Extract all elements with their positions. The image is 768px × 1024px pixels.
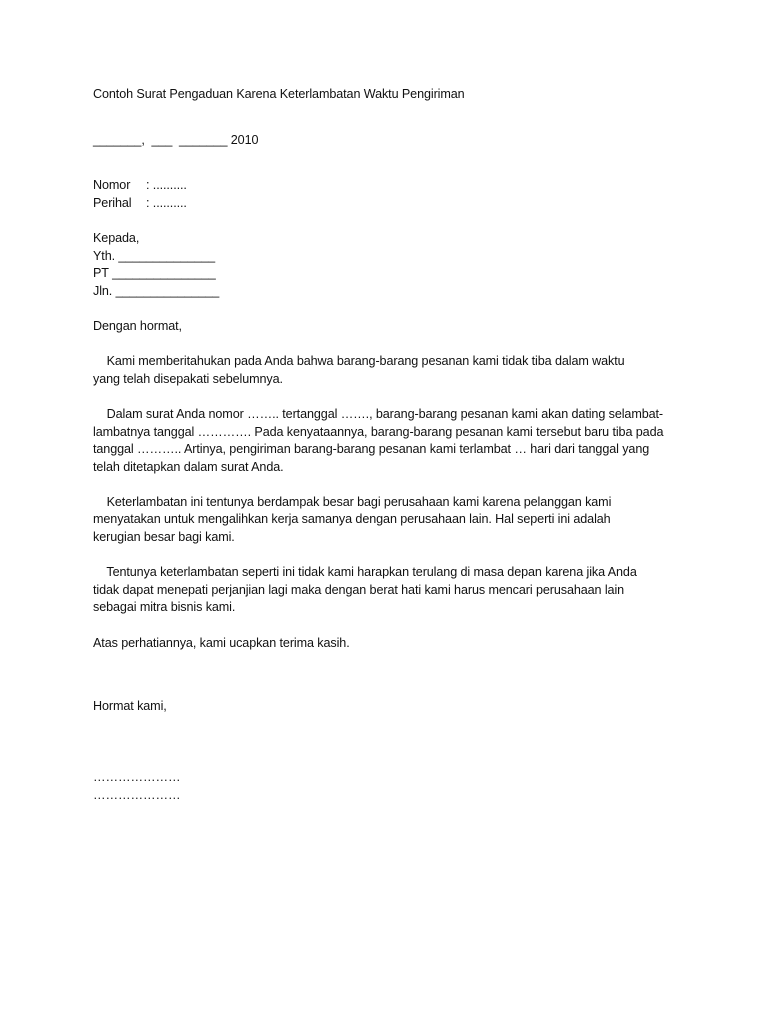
perihal-label: Perihal bbox=[93, 195, 132, 210]
paragraph-1 bbox=[93, 353, 693, 388]
paragraph-line: tanggal ……….. Artinya, pengiriman barang-barang pesanan kami terlambat … hari dari tanggal yang bbox=[93, 442, 650, 457]
signature-name: ………………… bbox=[93, 770, 181, 784]
paragraph-line: sebagai mitra bisnis kami. bbox=[93, 600, 236, 615]
closing-thanks: Atas perhatiannya, kami ucapkan terima kasih. bbox=[93, 635, 350, 650]
paragraph-line: lambatnya tanggal …………. Pada kenyataannya, barang-barang pesanan kami tersebut baru tiba pada bbox=[93, 424, 664, 439]
paragraph-line: yang telah disepakati sebelumnya. bbox=[93, 371, 283, 386]
paragraph-2 bbox=[93, 406, 693, 476]
perihal-value: : .......... bbox=[146, 195, 187, 210]
date-line: _______, ___ _______ 2010 bbox=[93, 132, 259, 147]
paragraph-line: Kami memberitahukan pada Anda bahwa barang-barang pesanan kami tidak tiba dalam waktu bbox=[93, 354, 625, 369]
recipient-pt: PT _______________ bbox=[93, 266, 216, 281]
paragraph-line: telah ditetapkan dalam surat Anda. bbox=[93, 459, 284, 474]
nomor-label: Nomor bbox=[93, 178, 131, 193]
paragraph-line: tidak dapat menepati perjanjian lagi maka dengan berat hati kami harus mencari perusahaan lain bbox=[93, 582, 625, 597]
nomor-value: : .......... bbox=[146, 178, 187, 193]
recipient-jln: Jln. _______________ bbox=[93, 283, 220, 298]
paragraph-line: Keterlambatan ini tentunya berdampak besar bagi perusahaan kami karena pelanggan kami bbox=[93, 494, 612, 509]
letter-page bbox=[93, 86, 693, 804]
salutation: Dengan hormat, bbox=[93, 318, 182, 333]
paragraph-4 bbox=[93, 564, 693, 617]
paragraph-3 bbox=[93, 494, 693, 547]
nomor-row bbox=[93, 177, 693, 195]
perihal-row bbox=[93, 195, 693, 213]
paragraph-line: menyatakan untuk mengalihkan kerja samanya dengan perusahaan lain. Hal seperti ini adalah bbox=[93, 512, 611, 527]
paragraph-line: kerugian besar bagi kami. bbox=[93, 530, 235, 545]
paragraph-line: Tentunya keterlambatan seperti ini tidak kami harapkan terulang di masa depan karena jika Anda bbox=[93, 565, 637, 580]
sign-off: Hormat kami, bbox=[93, 698, 167, 713]
signature-title: ………………… bbox=[93, 787, 181, 802]
recipient-yth: Yth. ______________ bbox=[93, 248, 216, 263]
recipient-kepada: Kepada, bbox=[93, 230, 140, 245]
paragraph-line: Dalam surat Anda nomor …….. tertanggal ……., barang-barang pesanan kami akan dating selambat- bbox=[93, 406, 664, 421]
document-title: Contoh Surat Pengaduan Karena Keterlambatan Waktu Pengiriman bbox=[93, 87, 465, 101]
